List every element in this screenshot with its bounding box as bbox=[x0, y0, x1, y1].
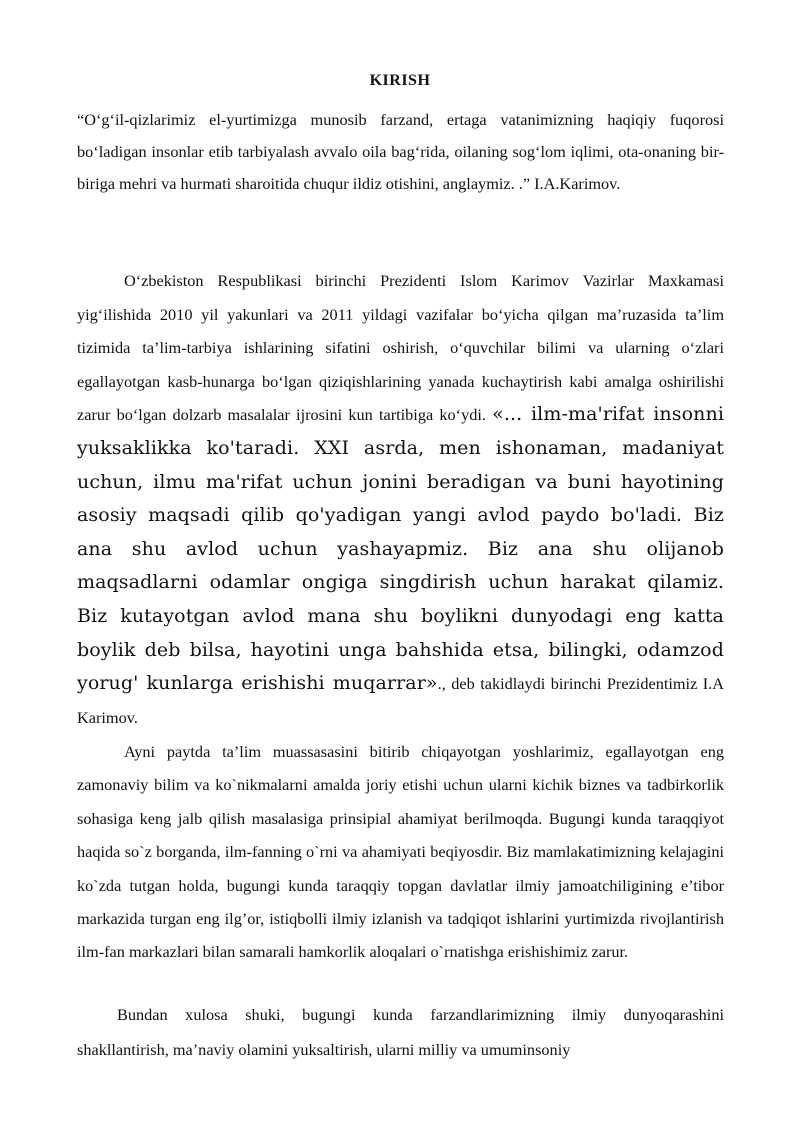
epigraph-quote-paragraph: “O‘g‘il-qizlarimiz el-yurtimizga munosib farzand, ertaga vatanimizning haqiqiy fuqorosi bo‘ladigan insonlar etib tarbiyalash avvalo oila bag‘rida, oilaning sog‘lom iqlimi, ota-onaning bir-biriga mehri va hurmati sharoitida chuqur ildiz otishini, anglaymiz. .” I.A.Karimov. bbox=[77, 110, 724, 193]
main-paragraph bbox=[77, 264, 724, 734]
main-paragraph-tail: ., deb takidlaydi birinchi Prezidentimiz I.A Karimov. bbox=[77, 674, 725, 727]
ayni-paytda-paragraph: Ayni paytda ta’lim muassasasini bitirib chiqayotgan yoshlarimiz, egallayotgan eng zamonaviy bilim va ko`nikmalarni amalda joriy etishi uchun ularni kichik biznes va tadbirkorlik sohasiga keng jalb qilish masalasiga prinsipial ahamiyat berilmoqda. Bugungi kunda taraqqiyot haqida so`z borganda, ilm-fanning o`rni va ahamiyati beqiyosdir. Biz mamlakatimizning kelajagini ko`zda tutgan holda, bugungi kunda taraqqiy topgan davlatlar ilmiy jamoatchiligining e’tibor markazida turgan eng ilg’or, istiqbolli ilmiy izlanish va tadqiqot ishlarini yurtimizda rivojlantirish ilm-fan markazlari bilan samarali hamkorlik aloqalari o`rnatishga erishishimiz zarur. bbox=[77, 742, 724, 962]
main-paragraph-quote: «... ilm-ma'rifat insonni yuksaklikka ko'taradi. XXI asrda, men ishonaman, madaniyat uchun, ilmu ma'rifat uchun jonini beradigan va buni hayotining asosiy maqsadi qilib qo'yadigan yangi avlod paydo bo'ladi. Biz ana shu avlod uchun yashayapmiz. Biz ana shu olijanob maqsadlarni odamlar ongiga singdirish uchun harakat qilamiz. Biz kutayotgan avlod mana shu boylikni dunyodagi eng katta boylik deb bilsa, hayotini unga bahshida etsa, bilingki, odamzod yorug' kunlarga erishishi muqarrar» bbox=[77, 403, 725, 695]
conclusion-paragraph: Bundan xulosa shuki, bugungi kunda farzandlarimizning ilmiy dunyoqarashini shakllantirish, ma’naviy olamini yuksaltirish, ularni milliy va umuminsoniy bbox=[77, 1005, 724, 1059]
page-title: KIRISH bbox=[369, 72, 431, 89]
main-paragraph-lead: O‘zbekiston Respublikasi birinchi Prezidenti Islom Karimov Vazirlar Maxkamasi yig‘ilishida 2010 yil yakunlari va 2011 yildagi vazifalar bo‘yicha qilgan ma’ruzasida ta’lim tizimida ta’lim-tarbiya ishlarining sifatini oshirish, o‘quvchilar bilimi va ularning o‘zlari egallayotgan kasb-hunarga bo‘lgan qiziqishlarining yanada kuchaytirish kabi amalga oshirilishi zarur bo‘lgan dolzarb masalalar ijrosini kun tartibiga ko‘ydi. bbox=[77, 271, 724, 425]
